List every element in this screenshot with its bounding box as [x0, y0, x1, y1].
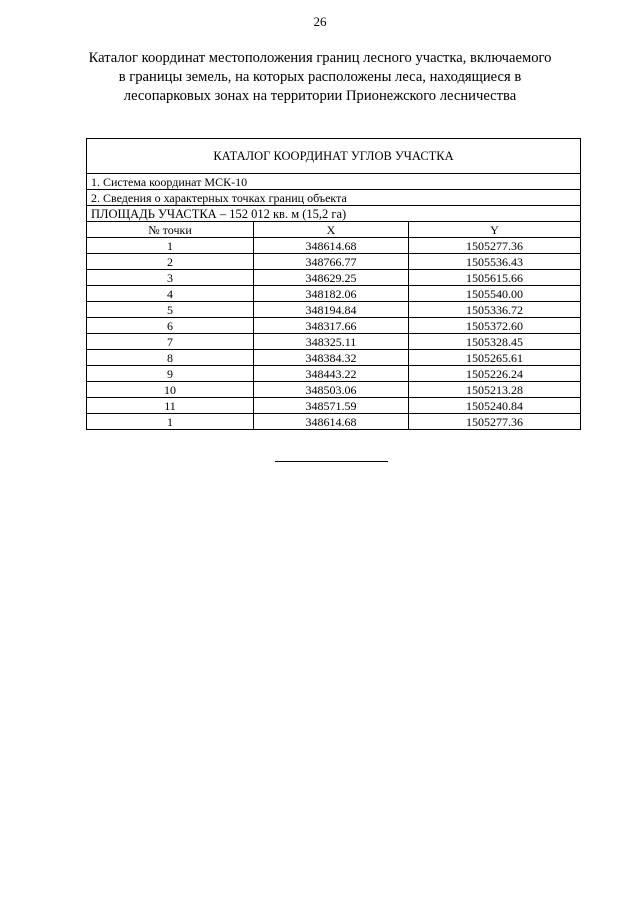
y-coordinate-cell: 1505213.28 [409, 382, 581, 398]
y-coordinate-cell: 1505240.84 [409, 398, 581, 414]
point-number-cell: 9 [87, 366, 254, 382]
table-row [87, 382, 581, 398]
coordinates-table [86, 138, 581, 430]
document-title [80, 49, 560, 106]
column-header-x: X [254, 222, 409, 238]
points-info: 2. Сведения о характерных точках границ объекта [87, 190, 581, 206]
table-row [87, 238, 581, 254]
point-number-cell: 6 [87, 318, 254, 334]
y-coordinate-cell: 1505372.60 [409, 318, 581, 334]
x-coordinate-cell: 348325.11 [254, 334, 409, 350]
y-coordinate-cell: 1505277.36 [409, 238, 581, 254]
coordinate-system: 1. Система координат МСК-10 [87, 174, 581, 190]
y-coordinate-cell: 1505336.72 [409, 302, 581, 318]
table-row [87, 414, 581, 430]
point-number-cell: 7 [87, 334, 254, 350]
y-coordinate-cell: 1505265.61 [409, 350, 581, 366]
point-number-cell: 4 [87, 286, 254, 302]
table-row [87, 318, 581, 334]
x-coordinate-cell: 348766.77 [254, 254, 409, 270]
point-number-cell: 10 [87, 382, 254, 398]
separator-line [275, 461, 388, 462]
point-number-cell: 1 [87, 238, 254, 254]
point-number-cell: 11 [87, 398, 254, 414]
point-number-cell: 5 [87, 302, 254, 318]
y-coordinate-cell: 1505328.45 [409, 334, 581, 350]
table-row [87, 334, 581, 350]
y-coordinate-cell: 1505615.66 [409, 270, 581, 286]
table-row [87, 254, 581, 270]
table-row [87, 350, 581, 366]
y-coordinate-cell: 1505536.43 [409, 254, 581, 270]
x-coordinate-cell: 348317.66 [254, 318, 409, 334]
column-header-y: Y [409, 222, 581, 238]
point-number-cell: 8 [87, 350, 254, 366]
x-coordinate-cell: 348629.25 [254, 270, 409, 286]
table-row [87, 286, 581, 302]
y-coordinate-cell: 1505540.00 [409, 286, 581, 302]
y-coordinate-cell: 1505226.24 [409, 366, 581, 382]
table-row [87, 366, 581, 382]
x-coordinate-cell: 348503.06 [254, 382, 409, 398]
y-coordinate-cell: 1505277.36 [409, 414, 581, 430]
x-coordinate-cell: 348571.59 [254, 398, 409, 414]
column-header-point: № точки [87, 222, 254, 238]
x-coordinate-cell: 348182.06 [254, 286, 409, 302]
table-row [87, 302, 581, 318]
x-coordinate-cell: 348614.68 [254, 238, 409, 254]
x-coordinate-cell: 348194.84 [254, 302, 409, 318]
x-coordinate-cell: 348614.68 [254, 414, 409, 430]
title-line-1: Каталог координат местоположения границ лесного участка, включаемого [88, 50, 552, 66]
title-line-3: лесопарковых зонах на территории Прионежского лесничества [123, 88, 517, 104]
point-number-cell: 3 [87, 270, 254, 286]
page-number: 26 [313, 14, 327, 29]
point-number-cell: 1 [87, 414, 254, 430]
area-info: ПЛОЩАДЬ УЧАСТКА – 152 012 кв. м (15,2 га) [87, 206, 581, 222]
table-row [87, 398, 581, 414]
point-number-cell: 2 [87, 254, 254, 270]
title-line-2: в границы земель, на которых расположены леса, находящиеся в [118, 69, 522, 85]
x-coordinate-cell: 348384.32 [254, 350, 409, 366]
x-coordinate-cell: 348443.22 [254, 366, 409, 382]
table-row [87, 270, 581, 286]
catalog-header: КАТАЛОГ КООРДИНАТ УГЛОВ УЧАСТКА [87, 139, 581, 174]
